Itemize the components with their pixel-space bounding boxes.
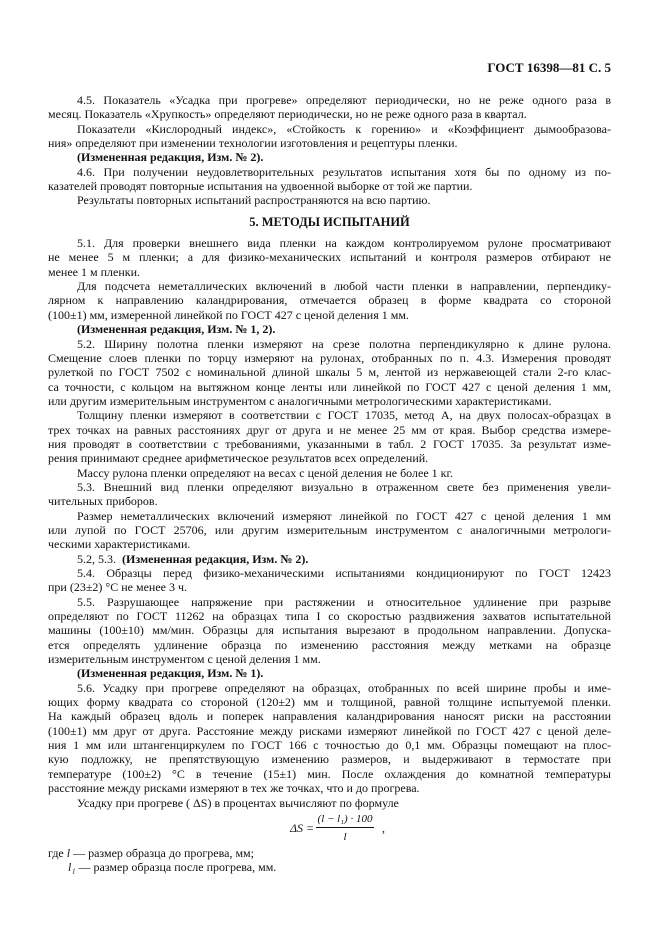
paragraph-line: при (23±2) °С не менее 3 ч. <box>48 580 188 595</box>
paragraph-line: казателей проводят повторные испытания на удвоенной выборке от той же партии. <box>48 179 473 194</box>
amendment-note: (Измененная редакция, Изм. № 1, 2). <box>77 322 276 337</box>
paragraph-line: менее 1 м пленки. <box>48 264 140 279</box>
paragraph-line: рулеткой по ГОСТ 7502 с номинальной длиной шкалы 5 м, лентой из нержавеющей стали 2-го клас- <box>48 365 611 380</box>
paragraph-line: Массу рулона пленки определяют на весах с ценой деления не более 1 кг. <box>77 465 454 480</box>
paragraph-line: кую подложку, не препятствующую изменению размеров, и выдерживают в термостате при <box>48 752 611 767</box>
paragraph-line: Толщину пленки измеряют в соответствии с ГОСТ 17035, метод А, на двух полосах-образцах в <box>77 408 611 423</box>
where-symbol: l₁ <box>68 860 76 875</box>
where-symbol: l <box>66 845 71 860</box>
formula-denominator: l <box>343 831 347 844</box>
paragraph-line: 5.6. Усадку при прогреве определяют на образцах, отобранных по всей ширине пробы и име- <box>77 680 611 695</box>
formula-fraction <box>316 812 374 845</box>
paragraph-line: температуре (100±2) °С в течение (15±1) мин. После охлаждения до комнатной температуры <box>48 766 611 781</box>
paragraph-line: трех точках на равных расстояниях друг от друга и не менее 25 мм от края. Выбор средства измере- <box>48 422 611 437</box>
paragraph-line: не менее 5 м пленки; а для физико-механических испытаний и контроля размеров отбирают не <box>48 250 611 265</box>
paragraph-line: 5.4. Образцы перед физико-механическими испытаниями кондиционируют по ГОСТ 12423 <box>77 566 611 580</box>
paragraph-line: рения принимают среднее арифметическое результатов всех определений. <box>48 451 429 466</box>
paragraph-line: Показатели «Кислородный индекс», «Стойкость к горению» и «Коэффициент дымообразова- <box>77 121 611 136</box>
document-body <box>48 93 611 875</box>
paragraph-line: Для подсчета неметаллических включений в любой части пленки в направлении, перпендику- <box>77 279 611 294</box>
amendment-note: (Измененная редакция, Изм. № 1). <box>77 666 264 681</box>
paragraph-line: ния проводят в соответствии с требованиями, указанными в табл. 2 ГОСТ 17035. За результат изме- <box>48 436 611 451</box>
paragraph-line: 5.3. Внешний вид пленки определяют визуально в отраженном свете без применения увели- <box>77 479 611 494</box>
amendment-text: (Измененная редакция, Изм. № 2). <box>122 551 309 566</box>
amendment-note <box>48 552 611 566</box>
paragraph-line: ется определять удлинение образца по изменению расстояния между метками на образце <box>48 637 611 652</box>
paragraph-line: 5.1. Для проверки внешнего вида пленки на каждом контролируемом рулоне просматривают <box>77 236 611 251</box>
paragraph-line: Усадку при прогреве ( ΔS) в процентах вычисляют по формуле <box>77 795 399 810</box>
where-line-l <box>48 846 611 860</box>
paragraph-line: 4.5. Показатель «Усадка при прогреве» определяют периодически, но не реже одного раза в <box>77 93 611 107</box>
paragraph-line: На каждый образец вдоль и поперек направления каландрирования наносят риски на расстоянии <box>48 709 611 724</box>
formula-numerator: (l − l₁) · 100 <box>316 812 374 828</box>
paragraph-line: ющих форму квадрата со стороной (120±2) мм и толщиной, равной толщине испытуемой пленки. <box>48 695 611 710</box>
paragraph-line: чительных приборов. <box>48 494 158 509</box>
section-heading: 5. МЕТОДЫ ИСПЫТАНИЙ <box>249 215 410 230</box>
where-text: — размер образца после прогрева, мм. <box>75 860 277 875</box>
formula-comma: , <box>382 820 385 835</box>
paragraph-line: 5.5. Разрушающее напряжение при растяжении и относительное удлинение при разрыве <box>77 594 611 609</box>
paragraph-line: 4.6. При получении неудовлетворительных результатов испытания хотя бы по одному из по- <box>77 164 611 179</box>
paragraph-line: определяют по ГОСТ 11262 на образцах типа I со скоростью раздвижения захватов испытательной <box>48 609 611 624</box>
paragraph-line: (100±1) мм, измеренной линейкой по ГОСТ 427 с ценой деления 1 мм. <box>48 307 409 322</box>
where-text: — размер образца до прогрева, мм; <box>70 845 254 860</box>
formula-lhs: ΔS = <box>290 820 315 835</box>
text-blocks <box>48 93 611 810</box>
paragraph-line: (100±1) мм друг от друга. Расстояние между рисками измеряют линейкой по ГОСТ 427 с ценой деле- <box>48 723 611 738</box>
paragraph-line: 5.2. Ширину полотна пленки измеряют на срезе полотна перпендикулярно к длине рулона. <box>77 336 611 351</box>
paragraph-line: ческими характеристиками. <box>48 537 191 552</box>
shrinkage-formula <box>48 810 611 846</box>
paragraph-line: Смещение слоев пленки по торцу измеряют на рулонах, отобранных по п. 4.3. Измерения проводят <box>48 350 611 365</box>
clause-numbers: 5.2, 5.3. <box>77 551 116 566</box>
paragraph-line: расстояние между рисками измеряют в тех же точках, что и до прогрева. <box>48 781 420 796</box>
where-prefix: где <box>48 845 67 860</box>
paragraph-line: Результаты повторных испытаний распространяются на всю партию. <box>77 193 431 208</box>
paragraph-line: Размер неметаллических включений измеряют линейкой по ГОСТ 427 с ценой деления 1 мм <box>77 508 611 523</box>
document-header: ГОСТ 16398—81 С. 5 <box>487 60 611 75</box>
paragraph-line: месяц. Показатель «Хрупкость» определяют периодически, но не реже одного раза в квартал. <box>48 107 527 122</box>
amendment-note: (Измененная редакция, Изм. № 2). <box>77 150 264 165</box>
paragraph-line: ния» определяют при изменении технологии изготовления и рецептуры пленки. <box>48 136 458 151</box>
paragraph-line: измерительным инструментом с ценой деления 1 мм. <box>48 652 321 667</box>
paragraph-line: ния 1 мм или штангенциркулем по ГОСТ 166 с точностью до 0,1 мм. Образцы помещают на плос- <box>48 738 611 753</box>
paragraph-line: или лупой по ГОСТ 25706, или другим измерительным инструментом с аналогичными метрологи- <box>48 522 611 537</box>
paragraph-line: или другим измерительным инструментом с аналогичными метрологическими характеристиками. <box>48 393 552 408</box>
paragraph-line: са точности, с кольцом на вытяжном конце ленты или линейкой по ГОСТ 427 с ценой деления 1 мм, <box>48 379 611 394</box>
paragraph-line: лярном к направлению каландрирования, отмечается образец в форме квадрата со стороной <box>48 293 611 308</box>
where-line-l1 <box>48 860 611 874</box>
paragraph-line: машины (100±10) мм/мин. Образцы для испытания вырезают в продольном направлении. Допуска- <box>48 623 611 638</box>
